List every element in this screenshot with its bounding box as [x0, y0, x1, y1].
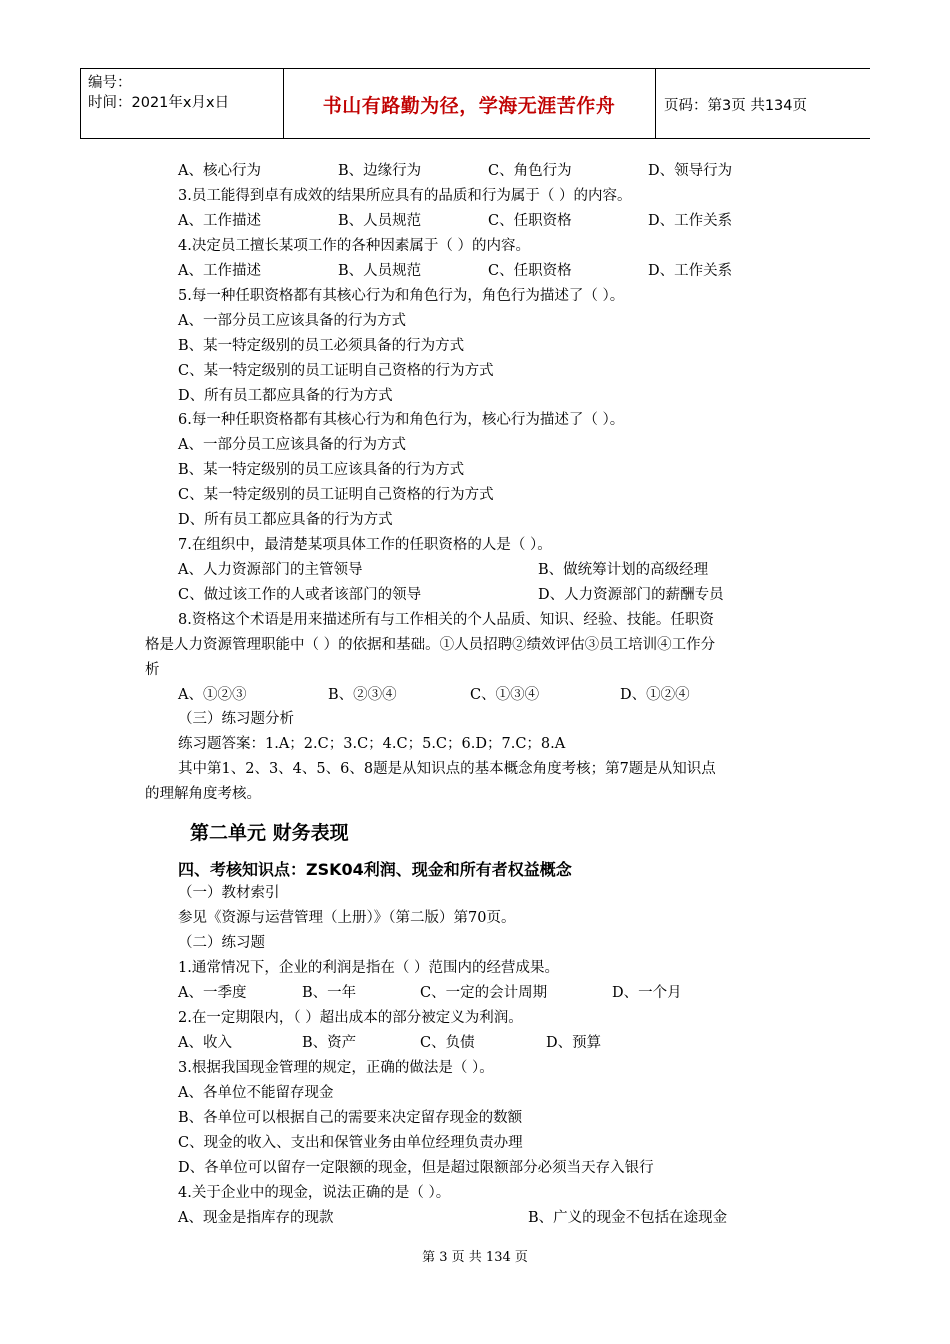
header-number: 编号： [88, 75, 132, 91]
option-c: C、任职资格 [488, 213, 572, 229]
answers-line: 练习题答案：1.A；2.C；3.C；4.C；5.C；6.D；7.C；8.A [178, 736, 566, 752]
header-meta [88, 73, 229, 113]
question-text: 6.每一种任职资格都有其核心行为和角色行为，核心行为描述了（ ）。 [178, 412, 625, 428]
question-text: 5.每一种任职资格都有其核心行为和角色行为，角色行为描述了（ ）。 [178, 288, 625, 304]
question-text: 4.关于企业中的现金，说法正确的是（ ）。 [178, 1185, 451, 1201]
question-text: 3.根据我国现金管理的规定，正确的做法是（ ）。 [178, 1060, 494, 1076]
option-line: B、各单位可以根据自己的需要来决定留存现金的数额 [178, 1110, 523, 1126]
option-a: A、收入 [178, 1035, 232, 1051]
analysis-text: 的理解角度考核。 [145, 786, 261, 802]
option-a: A、工作描述 [178, 263, 261, 279]
option-c: C、任职资格 [488, 263, 572, 279]
page-footer: 第 3 页 共 134 页 [422, 1250, 528, 1265]
option-c: C、负债 [420, 1035, 475, 1051]
option-a: A、人力资源部门的主管领导 [178, 562, 363, 578]
header-left-border [80, 69, 81, 138]
question-text: 1.通常情况下，企业的利润是指在（ ）范围内的经营成果。 [178, 960, 559, 976]
header-divider-2 [655, 69, 656, 138]
option-line: A、各单位不能留存现金 [178, 1085, 334, 1101]
option-b: B、一年 [302, 985, 357, 1001]
option-line: D、各单位可以留存一定限额的现金，但是超过限额部分必须当天存入银行 [178, 1160, 654, 1176]
option-d: D、①②④ [620, 687, 690, 703]
option-line: D、所有员工都应具备的行为方式 [178, 388, 393, 404]
option-a: A、工作描述 [178, 213, 261, 229]
header-time: 时间：2021年x月x日 [88, 95, 230, 111]
option-b: B、边缘行为 [338, 163, 422, 179]
option-c: C、角色行为 [488, 163, 572, 179]
header-page-info: 页码：第3页 共134页 [664, 98, 808, 114]
option-b: B、②③④ [328, 687, 397, 703]
question-text: 7.在组织中，最清楚某项具体工作的任职资格的人是（ ）。 [178, 537, 552, 553]
option-line: C、某一特定级别的员工证明自己资格的行为方式 [178, 487, 494, 503]
option-d: D、工作关系 [648, 213, 733, 229]
option-c: C、①③④ [470, 687, 540, 703]
question-text: 析 [145, 662, 160, 678]
header-motto: 书山有路勤为径，学海无涯苦作舟 [322, 95, 616, 117]
question-text: 8.资格这个术语是用来描述所有与工作相关的个人品质、知识、经验、技能。任职资 [178, 612, 714, 628]
option-b: B、人员规范 [338, 213, 422, 229]
question-text: 格是人力资源管理职能中（ ）的依据和基础。①人员招聘②绩效评估③员工培训④工作分 [145, 637, 716, 653]
option-d: D、人力资源部门的薪酬专员 [538, 587, 724, 603]
question-text: 4.决定员工擅长某项工作的各种因素属于（ ）的内容。 [178, 238, 530, 254]
option-a: A、一季度 [178, 985, 247, 1001]
option-line: C、现金的收入、支出和保管业务由单位经理负责办理 [178, 1135, 523, 1151]
page-header [80, 68, 870, 139]
option-line: A、一部分员工应该具备的行为方式 [178, 313, 406, 329]
option-a: A、①②③ [178, 687, 247, 703]
option-line: B、某一特定级别的员工必须具备的行为方式 [178, 338, 465, 354]
option-b: B、做统筹计划的高级经理 [538, 562, 709, 578]
question-text: 2.在一定期限内，（ ）超出成本的部分被定义为利润。 [178, 1010, 523, 1026]
unit-title: 第二单元 财务表现 [190, 822, 349, 844]
knowledge-point-title: 四、考核知识点：ZSK04利润、现金和所有者权益概念 [178, 860, 572, 879]
subsection-title: （一）教材索引 [178, 885, 280, 901]
question-text: 3.员工能得到卓有成效的结果所应具有的品质和行为属于（ ）的内容。 [178, 188, 632, 204]
analysis-text: 其中第1、2、3、4、5、6、8题是从知识点的基本概念角度考核；第7题是从知识点 [178, 761, 716, 777]
subsection-title: （二）练习题 [178, 935, 265, 951]
option-a: A、现金是指库存的现款 [178, 1210, 334, 1226]
option-d: D、工作关系 [648, 263, 733, 279]
option-d: D、一个月 [612, 985, 682, 1001]
option-c: C、一定的会计周期 [420, 985, 548, 1001]
option-line: C、某一特定级别的员工证明自己资格的行为方式 [178, 363, 494, 379]
option-d: D、预算 [546, 1035, 602, 1051]
option-b: B、资产 [302, 1035, 357, 1051]
option-b: B、广义的现金不包括在途现金 [528, 1210, 728, 1226]
option-a: A、核心行为 [178, 163, 261, 179]
option-c: C、做过该工作的人或者该部门的领导 [178, 587, 422, 603]
option-b: B、人员规范 [338, 263, 422, 279]
option-d: D、领导行为 [648, 163, 733, 179]
subsection-title: （三）练习题分析 [178, 711, 294, 727]
option-line: B、某一特定级别的员工应该具备的行为方式 [178, 462, 465, 478]
index-reference: 参见《资源与运营管理（上册）》（第二版）第70页。 [178, 910, 516, 926]
option-line: A、一部分员工应该具备的行为方式 [178, 437, 406, 453]
option-line: D、所有员工都应具备的行为方式 [178, 512, 393, 528]
